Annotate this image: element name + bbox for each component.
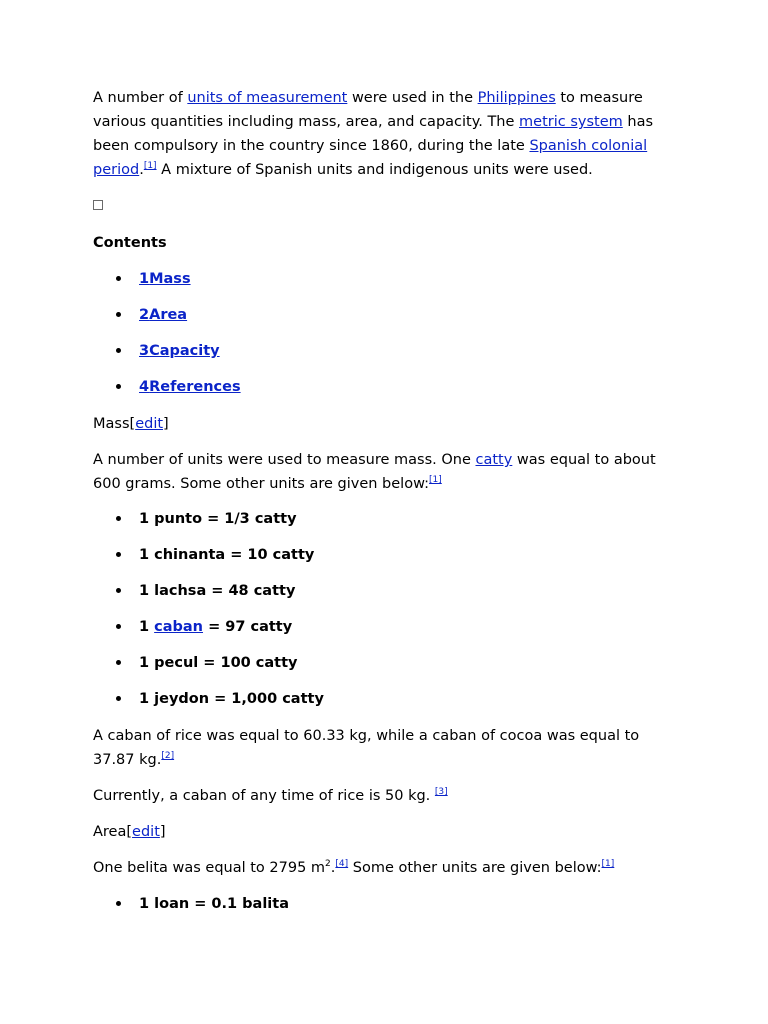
reference-link[interactable]: [1] bbox=[143, 161, 157, 171]
bullet-icon bbox=[116, 624, 121, 629]
bullet-icon bbox=[116, 348, 121, 353]
mass-paragraph: A number of units were used to measure mass. One catty was equal to about 600 grams. Some other units are given below:[1] bbox=[93, 452, 656, 492]
toc-link-mass[interactable]: 1Mass bbox=[139, 271, 191, 287]
superscript: 2 bbox=[325, 859, 331, 869]
list-item: 1 loan = 0.1 balita bbox=[116, 893, 289, 915]
bullet-icon bbox=[116, 696, 121, 701]
toc-link-area[interactable]: 2Area bbox=[139, 307, 188, 323]
link-catty[interactable]: catty bbox=[475, 452, 513, 468]
reference-link[interactable]: [3] bbox=[434, 787, 448, 797]
list-item: 1 caban = 97 catty bbox=[116, 616, 292, 638]
intro-text: A mixture of Spanish units and indigenous units were used. bbox=[156, 162, 593, 178]
intro-text: . bbox=[139, 162, 144, 178]
image-placeholder-icon bbox=[93, 200, 103, 210]
area-heading: Area[edit] bbox=[93, 824, 166, 840]
intro-text: were used in the bbox=[347, 90, 478, 106]
bullet-icon bbox=[116, 312, 121, 317]
reference-3 bbox=[435, 787, 448, 797]
reference-link[interactable]: [2] bbox=[161, 751, 175, 761]
bullet-icon bbox=[116, 901, 121, 906]
reference-link[interactable]: [4] bbox=[335, 859, 349, 869]
bullet-icon bbox=[116, 552, 121, 557]
mass-heading: Mass[edit] bbox=[93, 416, 169, 432]
list-item: 1 punto = 1/3 catty bbox=[116, 508, 297, 530]
reference-link[interactable]: [1] bbox=[429, 475, 442, 485]
intro-paragraph bbox=[93, 86, 673, 182]
edit-link-mass[interactable]: edit bbox=[135, 416, 164, 432]
toc-item-area bbox=[116, 304, 187, 326]
current-caban-paragraph: Currently, a caban of any time of rice is 50 kg. [3] bbox=[93, 787, 448, 804]
toc-link-references[interactable]: 4References bbox=[139, 379, 241, 395]
edit-link-area[interactable]: edit bbox=[132, 824, 160, 840]
reference-1 bbox=[602, 859, 615, 869]
list-item: 1 chinanta = 10 catty bbox=[116, 544, 314, 566]
intro-text: to measure various quantities including mass, area, and capacity. The bbox=[93, 90, 643, 130]
bullet-icon bbox=[116, 660, 121, 665]
reference-2 bbox=[161, 751, 174, 761]
toc-item-capacity bbox=[116, 340, 220, 362]
list-item: 1 lachsa = 48 catty bbox=[116, 580, 295, 602]
toc-link-capacity[interactable]: 3Capacity bbox=[139, 343, 220, 359]
toc-item-references bbox=[116, 376, 241, 398]
reference-1 bbox=[144, 161, 157, 171]
section-title: Mass bbox=[93, 416, 130, 432]
link-metric-system[interactable]: metric system bbox=[519, 114, 623, 130]
section-title: Area bbox=[93, 824, 127, 840]
link-spanish-colonial-period[interactable]: Spanish colonial period bbox=[93, 138, 648, 178]
area-paragraph: One belita was equal to 2795 $m^2.[4]$ Some other units are given below:[1] bbox=[93, 859, 615, 876]
reference-1 bbox=[429, 475, 442, 485]
bullet-icon bbox=[116, 516, 121, 521]
reference-link[interactable]: [1] bbox=[601, 859, 615, 869]
toc-item-mass bbox=[116, 268, 191, 290]
intro-text: has been compulsory in the country since 1860, during the late bbox=[93, 114, 654, 154]
link-units-of-measurement[interactable]: units of measurement bbox=[187, 90, 348, 106]
list-item: 1 jeydon = 1,000 catty bbox=[116, 688, 324, 710]
contents-heading: Contents bbox=[93, 235, 167, 251]
intro-text: A number of bbox=[93, 90, 188, 106]
bullet-icon bbox=[116, 384, 121, 389]
bullet-icon bbox=[116, 276, 121, 281]
bullet-icon bbox=[116, 588, 121, 593]
link-philippines[interactable]: Philippines bbox=[477, 90, 556, 106]
list-item: 1 pecul = 100 catty bbox=[116, 652, 298, 674]
link-caban[interactable]: caban bbox=[154, 619, 204, 635]
caban-paragraph: A caban of rice was equal to 60.33 kg, while a caban of cocoa was equal to 37.87 kg.[2] bbox=[93, 728, 640, 768]
reference-4 bbox=[335, 859, 348, 869]
